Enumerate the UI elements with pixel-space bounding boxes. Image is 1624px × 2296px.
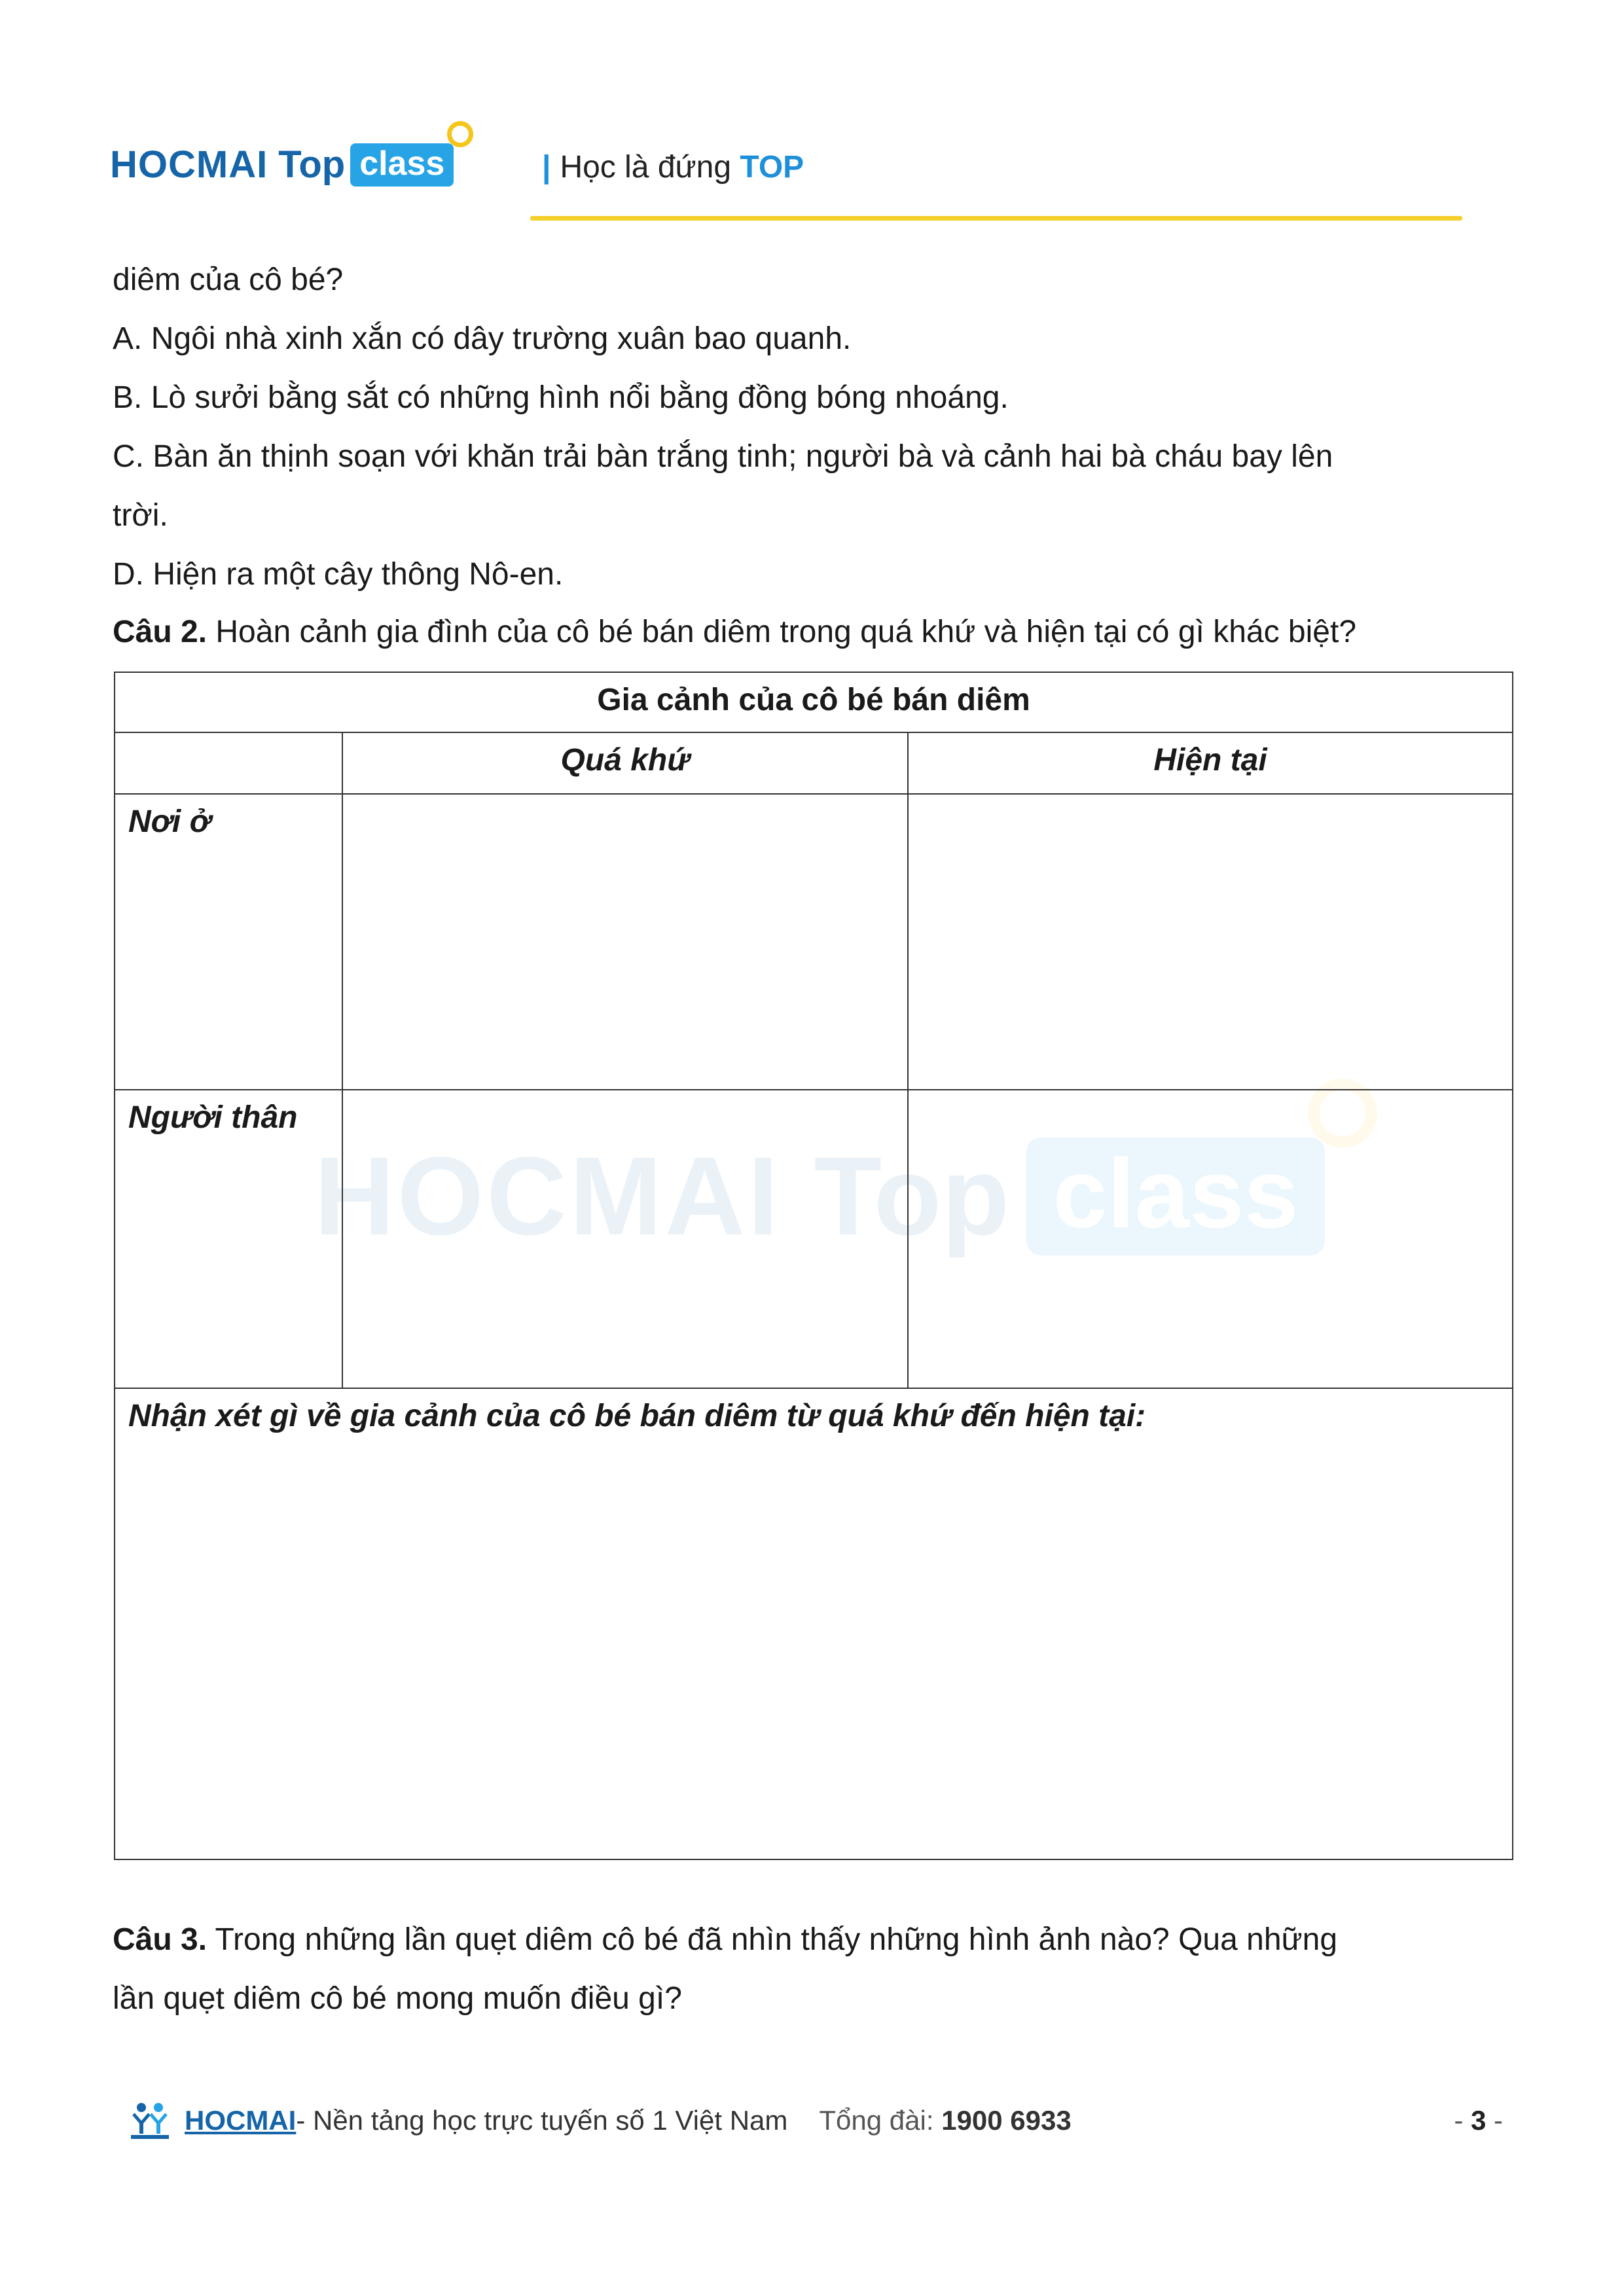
table-header-empty (115, 732, 342, 794)
watermark-hocmai-text: HOCMAI (314, 1134, 782, 1259)
footer-brand-link[interactable]: HOCMAI (185, 2105, 297, 2136)
question-3-line-1: Trong những lần quẹt diêm cô bé đã nhìn thấy những hình ảnh nào? Qua những (207, 1922, 1338, 1957)
cell-family-present[interactable] (908, 1090, 1513, 1388)
option-a: A. Ngôi nhà xinh xắn có dây trường xuân bao quanh. (113, 321, 852, 356)
sun-icon (447, 121, 473, 147)
page-number (1454, 2105, 1503, 2136)
family-situation-table (114, 672, 1513, 1860)
hocmai-people-icon (128, 2101, 171, 2140)
hotline-number: 1900 6933 (941, 2105, 1072, 2136)
page-footer (128, 2101, 1503, 2140)
cell-home-present[interactable] (908, 794, 1513, 1090)
question-3 (113, 1920, 1337, 1960)
comment-cell[interactable]: Nhận xét gì về gia cảnh của cô bé bán diêm từ quá khứ đến hiện tại: (115, 1388, 1513, 1859)
page-prefix: - (1454, 2105, 1471, 2136)
cell-family-past[interactable] (342, 1090, 908, 1388)
table-header-past: Quá khứ (342, 732, 908, 794)
logo-class-badge (350, 143, 454, 187)
question-3-line-2: lần quẹt diêm cô bé mong muốn điều gì? (113, 1981, 682, 2016)
question-2-text: Hoàn cảnh gia đình của cô bé bán diêm trong quá khứ và hiện tại có gì khác biệt? (207, 615, 1357, 649)
header-tagline (542, 149, 804, 185)
option-d: D. Hiện ra một cây thông Nô-en. (113, 557, 564, 592)
logo-class-text: class (359, 144, 445, 183)
question-2 (113, 613, 1356, 652)
watermark-top-text: Top (814, 1134, 1010, 1259)
tagline-text: Học là đứng (560, 150, 740, 185)
page-suffix: - (1486, 2105, 1503, 2136)
table-header-present: Hiện tại (908, 732, 1513, 794)
cell-home-past[interactable] (342, 794, 908, 1090)
header-divider (530, 216, 1462, 221)
logo-top-text: Top (278, 143, 346, 186)
row-label-home: Nơi ở (115, 794, 342, 1090)
footer-slogan: - Nền tảng học trực tuyến số 1 Việt Nam (296, 2105, 788, 2136)
page-number-value: 3 (1470, 2105, 1487, 2136)
question-2-label: Câu 2. (113, 615, 208, 649)
question-3-label: Câu 3. (113, 1922, 208, 1957)
option-c-continued: trời. (113, 498, 168, 533)
table-title: Gia cảnh của cô bé bán diêm (115, 672, 1513, 732)
tagline-bar: | (542, 150, 551, 185)
watermark-class-text: class (1053, 1138, 1299, 1248)
hotline-label: Tổng đài: (819, 2105, 942, 2136)
hocmai-topclass-logo (110, 143, 454, 187)
option-c: C. Bàn ăn thịnh soạn với khăn trải bàn trắng tinh; người bà và cảnh hai bà cháu bay lên (113, 439, 1333, 474)
tagline-highlight: TOP (740, 150, 804, 185)
question-1-tail: diêm của cô bé? (113, 262, 344, 297)
footer-hotline (819, 2105, 1071, 2136)
row-label-family: Người thân (115, 1090, 342, 1388)
logo-hocmai-text: HOCMAI (110, 143, 268, 186)
option-b: B. Lò sưởi bằng sắt có những hình nổi bằng đồng bóng nhoáng. (113, 380, 1009, 415)
